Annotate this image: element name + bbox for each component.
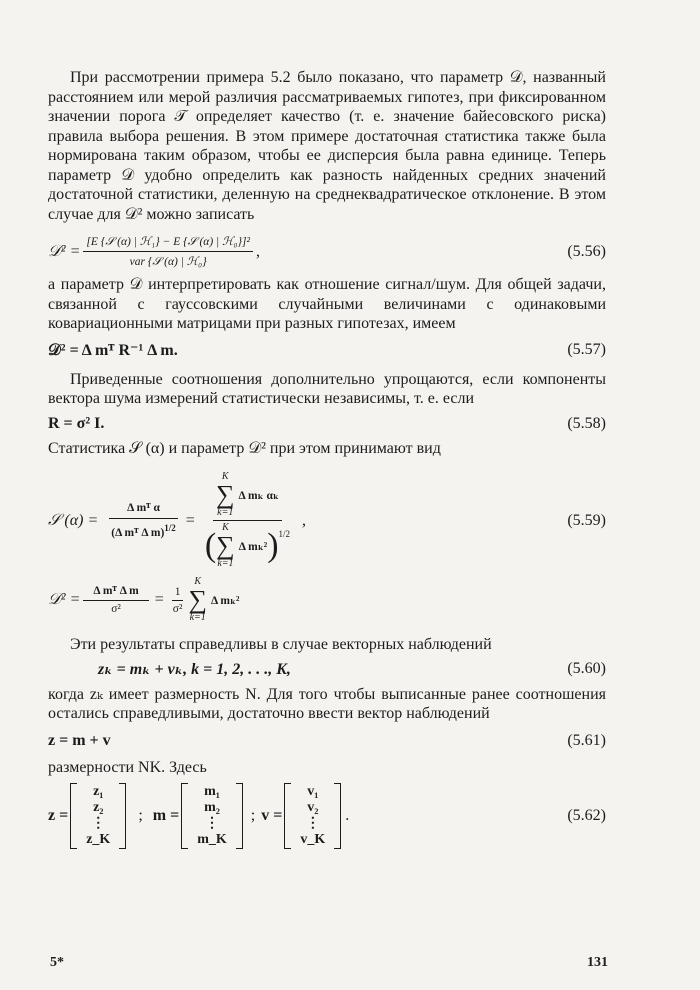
eq59-number: (5.59) [567, 511, 606, 529]
equation-5-62 [48, 783, 606, 849]
eq61-number: (5.61) [567, 731, 606, 749]
eq59b-body: Δ mₖ² [210, 595, 240, 607]
vector-z-entry: ⋮ [91, 816, 106, 831]
eq62-m-lhs: m = [152, 807, 180, 824]
vector-v-left-bracket [284, 783, 291, 849]
eq62-z-lhs: z = [48, 807, 69, 824]
vector-z [70, 783, 126, 849]
vector-z-left-bracket [70, 783, 77, 849]
vector-z-entry: z₁ [93, 784, 104, 799]
eq59-sum-top-lower: k=1 [217, 507, 234, 518]
eq59-denominator-2 [202, 521, 293, 569]
vector-v-right-bracket [334, 783, 341, 849]
eq60-number: (5.60) [567, 659, 606, 677]
eq57-number: (5.57) [567, 340, 606, 358]
eq59-lhs: 𝒮 (α) = [48, 511, 99, 529]
eq59-denominator-1 [108, 519, 179, 539]
eq62-separator-2: ; [250, 807, 256, 824]
equation-5-59-b [48, 577, 606, 623]
equation-5-61 [48, 732, 606, 750]
eq56-number: (5.56) [567, 242, 606, 260]
vector-m-left-bracket [181, 783, 188, 849]
page-body [48, 68, 606, 849]
eq56-numerator: [E {𝒮 (α) | ℋ₁} − E {𝒮 (α) | ℋ₀}]² [83, 234, 253, 252]
paragraph-2: а параметр 𝒟 интерпретировать как отношение сигнал/шум. Для общей задачи, связанной с гауссовскими случайными величинами с одинаковыми ковариационными матрицами при разных гипотезах, имеем [48, 276, 606, 332]
eq59-den2-exponent: 1/2 [278, 529, 291, 539]
eq56-fraction [83, 234, 253, 269]
equation-5-60 [48, 659, 606, 679]
eq59-sum-top [216, 472, 235, 518]
vector-m-entry: m_K [197, 832, 227, 847]
paragraph-3: Приведенные соотношения дополнительно упрощаются, если компоненты вектора шума измерений статистически независимы, т. е. если [48, 370, 606, 407]
eq59-sum-bottom-upper: K [222, 522, 229, 533]
eq59b-equals: = [154, 591, 164, 608]
vector-m-entries [188, 783, 236, 849]
printer-signature: 5* [50, 955, 64, 970]
vector-v-entry: v₂ [307, 800, 319, 815]
vector-v-entry: ⋮ [305, 816, 320, 831]
paragraph-4: Статистика 𝒮 (α) и параметр 𝒟² при этом принимают вид [48, 439, 441, 457]
eq59-den1-exponent: 1/2 [164, 523, 176, 534]
vector-v-entry: v_K [300, 832, 326, 847]
eq59b-sum-upper: K [194, 576, 202, 587]
equation-5-57 [48, 340, 606, 360]
eq59-den1-base: (Δ mᵀ Δ m) [111, 526, 165, 539]
vector-m-entry: m₂ [204, 800, 220, 815]
eq59-sum-bottom [216, 523, 235, 569]
vector-z-entry: z₂ [93, 800, 104, 815]
eq59-fraction-1 [108, 502, 179, 539]
eq59-numerator-1: Δ mᵀ α [109, 502, 178, 519]
vector-v [284, 783, 341, 849]
eq59-sum-top-upper: K [221, 471, 229, 482]
eq59b-denominator: σ² [111, 603, 121, 615]
vector-m-entry: m₁ [204, 784, 220, 799]
eq59b-fraction [83, 585, 148, 615]
eq62-v-lhs: v = [261, 807, 283, 824]
eq58-expression: R = σ² I. [48, 414, 105, 432]
eq59b-numerator: Δ mᵀ Δ m [83, 585, 148, 601]
eq59-tail: , [302, 511, 307, 529]
paragraph-6: когда zₖ имеет размерность N. Для того чтобы выписанные ранее соотношения остались справедливыми, достаточно ввести вектор наблюдений [48, 685, 606, 722]
eq59-den2-body: Δ mₖ² [238, 541, 268, 553]
eq56-tail: , [255, 242, 260, 260]
eq59b-sum-lower: k=1 [189, 612, 206, 623]
paragraph-7: размерности NK. Здесь [48, 758, 207, 776]
eq59-fraction-2 [202, 472, 293, 569]
page-number: 131 [587, 955, 608, 970]
eq59-right-paren: ) [267, 527, 279, 564]
eq58-number: (5.58) [567, 414, 606, 432]
vector-z-entries [77, 783, 119, 849]
eq57-expression: 𝒟² = Δ mᵀ R⁻¹ Δ m. [48, 341, 178, 359]
eq59b-coefficient [170, 586, 186, 615]
eq60-expression: zₖ = mₖ + vₖ, k = 1, 2, . . ., K, [98, 660, 291, 678]
eq59-sum-bottom-lower: k=1 [217, 558, 234, 569]
eq59-numerator-2 [213, 472, 282, 521]
eq59-sum-top-sigma: ∑ [215, 480, 235, 509]
vector-m [181, 783, 243, 849]
eq59b-sum [188, 577, 207, 623]
eq62-number: (5.62) [567, 807, 606, 824]
vector-m-right-bracket [236, 783, 243, 849]
eq61-expression: z = m + v [48, 731, 111, 749]
eq59-left-paren: ( [204, 527, 217, 564]
vector-v-entries [291, 783, 334, 849]
equation-5-59 [48, 472, 606, 569]
eq59b-coef-denominator: σ² [172, 602, 183, 615]
eq59-equals: = [185, 511, 195, 529]
vector-m-entry: ⋮ [205, 816, 220, 831]
paragraph-1: При рассмотрении примера 5.2 было показано, что параметр 𝒟, названный расстоянием или мерой различия рассматриваемых гипотез, при фиксированном значении порога 𝒯 определяет качество (т. е. значение байесовского риска) правила выбора решения. В этом примере достаточная статистика также была нормирована таким образом, чтобы ее дисперсия была равна единице. Теперь параметр 𝒟 удобно определить как разность найденных средних значений достаточной статистики, деленную на среднеквадратическое отклонение. В этом случае для 𝒟² можно записать [48, 69, 606, 223]
vector-v-entry: v₁ [307, 784, 319, 799]
eq59b-lhs: 𝒟² = [48, 591, 81, 608]
eq59b-sum-sigma: ∑ [188, 585, 207, 614]
equation-5-58 [48, 415, 606, 433]
eq59b-coef-numerator: 1 [172, 586, 184, 601]
paragraph-5: Эти результаты справедливы в случае векторных наблюдений [70, 636, 492, 653]
page-footer [50, 955, 608, 971]
eq62-separator-1: ; [138, 807, 143, 824]
eq62-tail: . [345, 807, 350, 824]
eq56-denominator: var {𝒮 (α) | ℋ₀} [129, 256, 207, 268]
eq59-sum-bottom-sigma: ∑ [216, 531, 235, 560]
eq56-lhs: 𝒟² = [48, 242, 81, 260]
vector-z-entry: z_K [86, 832, 111, 847]
eq59-num2-body: Δ mₖ αₖ [238, 490, 279, 502]
vector-z-right-bracket [119, 783, 126, 849]
equation-5-56 [48, 234, 606, 269]
